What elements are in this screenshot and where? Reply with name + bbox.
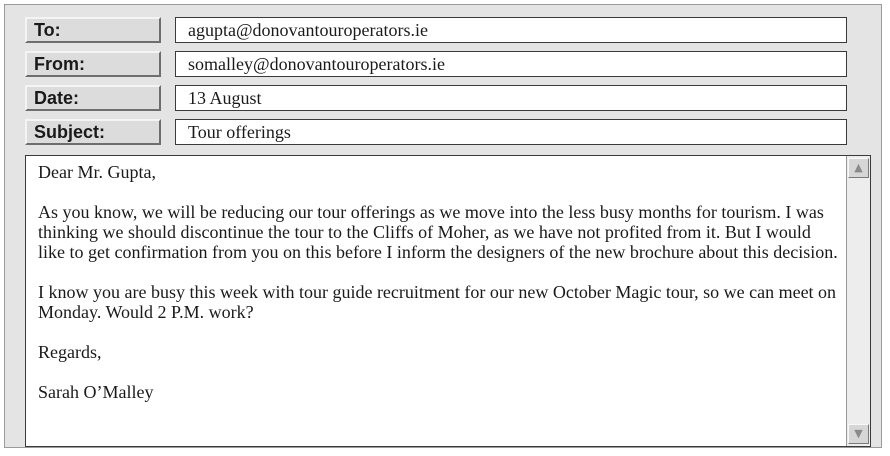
subject-field[interactable]: Tour offerings (175, 119, 847, 145)
scroll-up-arrow-icon[interactable]: ▲ (848, 158, 869, 178)
vertical-scrollbar[interactable] (846, 156, 870, 446)
message-text (38, 162, 838, 402)
message-signature: Sarah O’Malley (38, 382, 154, 402)
date-label: Date: (25, 85, 161, 111)
message-paragraph-2: I know you are busy this week with tour guide recruitment for our new October Magic tour, so we can meet on Monday. Would 2 P.M. work? (38, 282, 837, 322)
date-row (25, 85, 849, 111)
message-paragraph-1: As you know, we will be reducing our tour offerings as we move into the less busy months for tourism. I was thinking we should discontinue the tour to the Cliffs of Moher, as we have not profited from it. But I would like to get confirmation from you on this before I inform the designers of the new brochure about this decision. (38, 202, 838, 262)
message-greeting: Dear Mr. Gupta, (38, 162, 156, 182)
subject-row (25, 119, 849, 145)
date-field[interactable]: 13 August (175, 85, 847, 111)
message-closing: Regards, (38, 342, 102, 362)
subject-label: Subject: (25, 119, 161, 145)
email-window (4, 4, 882, 448)
to-label: To: (25, 17, 161, 43)
from-row (25, 51, 849, 77)
scroll-down-arrow-icon[interactable]: ▼ (848, 424, 869, 444)
from-label: From: (25, 51, 161, 77)
from-field[interactable]: somalley@donovantouroperators.ie (175, 51, 847, 77)
to-field[interactable]: agupta@donovantouroperators.ie (175, 17, 847, 43)
message-body[interactable] (25, 155, 871, 447)
to-row (25, 17, 849, 43)
